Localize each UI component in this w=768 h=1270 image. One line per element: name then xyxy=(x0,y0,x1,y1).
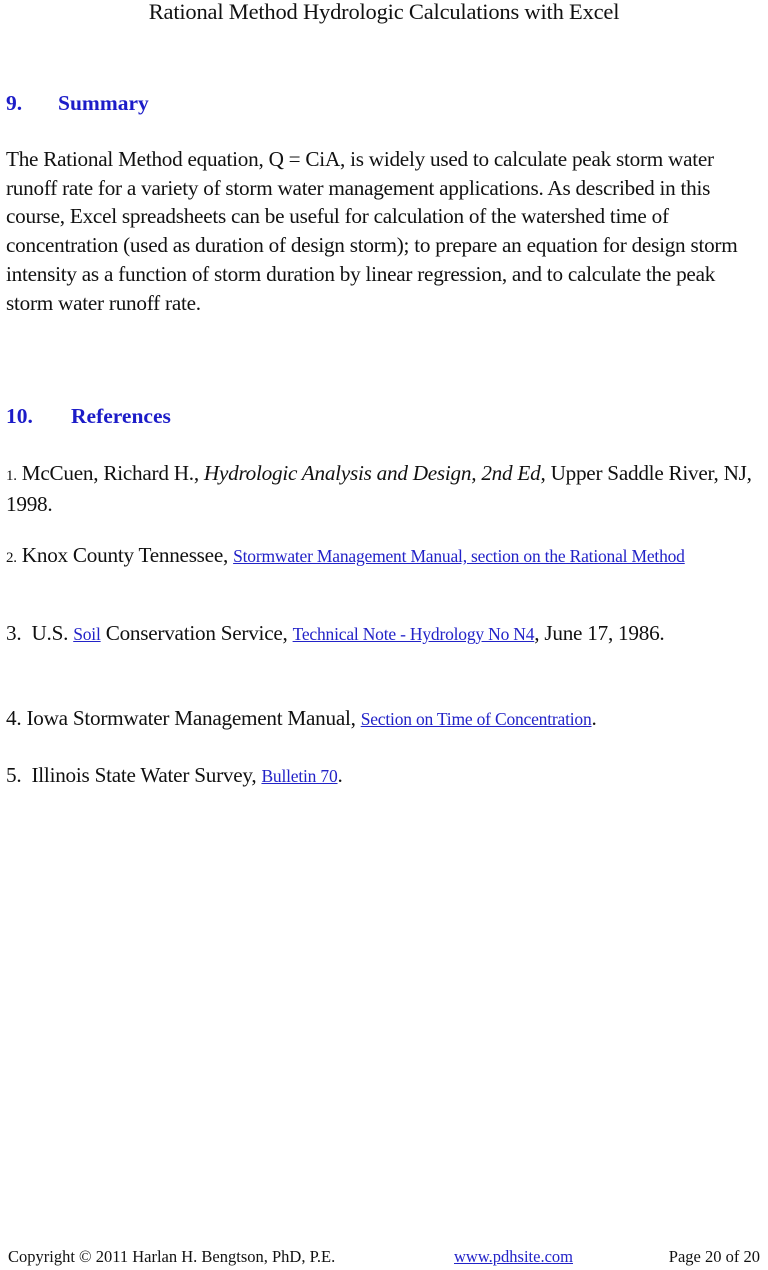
page-header xyxy=(0,0,768,25)
section-number: 10. xyxy=(6,404,33,428)
section-heading-references xyxy=(6,403,171,429)
website-link[interactable]: www.pdhsite.com xyxy=(454,1247,573,1266)
section-heading-summary xyxy=(6,90,149,116)
reference-item-4 xyxy=(6,704,766,733)
summary-paragraph: The Rational Method equation, Q = CiA, is widely used to calculate peak storm water runoff rate for a variety of storm water management applications. As described in this course, Excel spreadsheets can be useful for calculation of the watershed time of concentration (used as duration of design storm); to prepare an equation for design storm intensity as a function of storm duration by linear regression, and to calculate the peak storm water runoff rate. xyxy=(6,147,738,315)
bulletin-70-link[interactable]: Bulletin 70 xyxy=(261,766,338,786)
reference-prefix: U.S. xyxy=(31,621,74,645)
reference-number: 4. xyxy=(6,706,22,730)
copyright-text: Copyright © 2011 Harlan H. Bengtson, PhD, P.E. xyxy=(8,1247,336,1266)
reference-author: Iowa Stormwater Management Manual, xyxy=(26,706,361,730)
reference-details: , June 17, 1986. xyxy=(534,621,665,645)
reference-author: Illinois State Water Survey, xyxy=(31,763,262,787)
reference-number: 5. xyxy=(6,763,22,787)
reference-number: 2. xyxy=(6,550,17,566)
reference-item-5 xyxy=(6,761,766,790)
section-title: References xyxy=(71,404,171,428)
stormwater-manual-link[interactable]: Stormwater Management Manual, section on the Rational Method xyxy=(233,546,685,566)
page-footer xyxy=(0,1246,768,1270)
reference-author: McCuen, Richard H., xyxy=(21,461,204,485)
time-of-concentration-link[interactable]: Section on Time of Concentration xyxy=(360,709,592,729)
reference-author: Knox County Tennessee, xyxy=(21,543,234,567)
reference-item-1 xyxy=(6,459,766,518)
reference-title: Hydrologic Analysis and Design, 2nd Ed xyxy=(203,461,541,485)
reference-middle: Conservation Service, xyxy=(100,621,293,645)
technical-note-link[interactable]: Technical Note - Hydrology No N4 xyxy=(292,624,535,644)
reference-number: 1. xyxy=(6,468,17,484)
reference-item-2 xyxy=(6,541,766,572)
reference-details: . xyxy=(591,706,597,730)
reference-details: . xyxy=(337,763,343,787)
soil-link[interactable]: Soil xyxy=(73,624,101,644)
document-title: Rational Method Hydrologic Calculations with Excel xyxy=(148,0,620,24)
reference-item-3 xyxy=(6,619,766,648)
section-title: Summary xyxy=(58,91,149,115)
reference-number: 3. xyxy=(6,621,22,645)
page-number: Page 20 of 20 xyxy=(668,1247,760,1266)
reference-details: , Upper Saddle River, NJ, 1998. xyxy=(6,461,752,516)
section-number: 9. xyxy=(6,91,23,115)
